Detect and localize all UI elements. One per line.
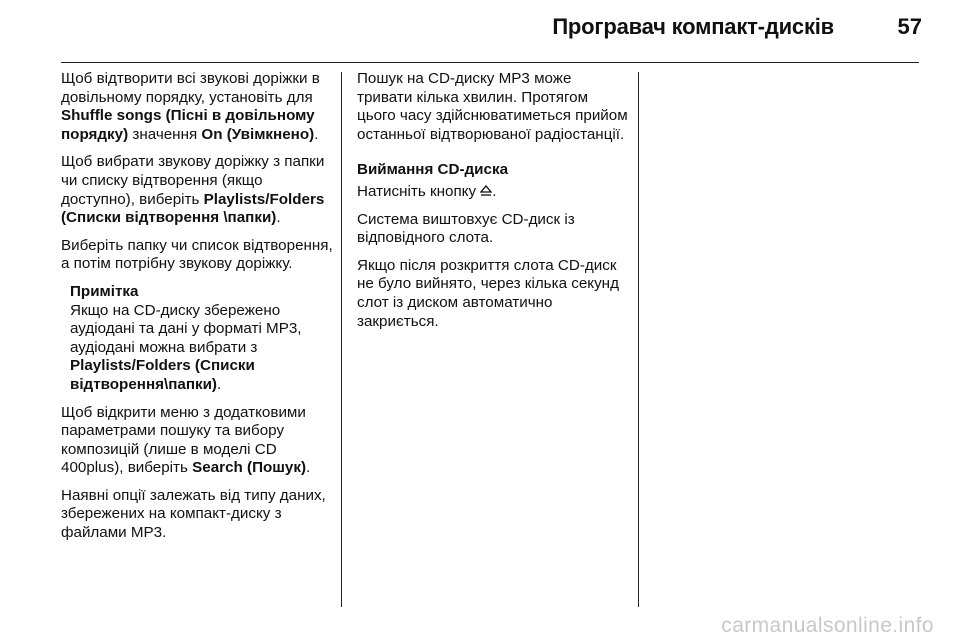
paragraph-select-folder: Виберіть папку чи список відтворення, а потім потрібну звукову доріжку. bbox=[61, 236, 333, 273]
column-divider bbox=[341, 72, 342, 607]
middle-column bbox=[357, 70, 629, 340]
paragraph-press-eject bbox=[357, 183, 629, 202]
header-divider bbox=[61, 62, 919, 63]
text: Щоб відкрити меню з додатковими параметрами пошуку та вибору композицій (лише в моделі CD 400plus), виберіть bbox=[61, 403, 306, 477]
note-box bbox=[70, 283, 333, 395]
text: . bbox=[217, 375, 222, 393]
text: значення bbox=[128, 125, 202, 143]
page-number: 57 bbox=[897, 14, 922, 39]
menu-value-on: On (Увімкнено) bbox=[201, 125, 315, 143]
text: . bbox=[314, 125, 319, 143]
text: . bbox=[276, 209, 281, 227]
paragraph-options: Наявні опції залежать від типу даних, збережених на компакт-диску з файлами MP3. bbox=[61, 486, 326, 542]
paragraph-search bbox=[61, 404, 333, 478]
page-title: Програвач компакт-дисків bbox=[552, 14, 834, 39]
text: Якщо на CD-диску збережено аудіодані та дані у форматі MP3, аудіодані можна вибрати з bbox=[70, 301, 302, 356]
text: . bbox=[492, 182, 497, 200]
text: . bbox=[306, 459, 311, 477]
note-title: Примітка bbox=[70, 282, 139, 300]
text: Щоб вибрати звукову доріжку з папки чи списку відтворення (якщо доступно), виберіть bbox=[61, 153, 325, 208]
menu-label-search: Search (Пошук) bbox=[192, 459, 307, 477]
paragraph-eject-system: Система виштовхує CD-диск із відповідного слота. bbox=[357, 210, 575, 247]
menu-label-shuffle: Shuffle songs (Пісні в довільному порядку) bbox=[61, 107, 315, 143]
paragraph-shuffle bbox=[61, 70, 333, 144]
section-heading: Виймання CD-диска bbox=[357, 161, 509, 179]
menu-label-playlists: Playlists/Folders (Списки відтворення\папки) bbox=[70, 357, 255, 393]
text: Натисніть кнопку bbox=[357, 182, 481, 200]
column-divider bbox=[638, 72, 639, 607]
paragraph-auto-close: Якщо після розкриття слота CD-диск не було вийнято, через кілька секунд слот із диском автоматично закриється. bbox=[357, 256, 619, 330]
left-column bbox=[61, 70, 333, 552]
note-body bbox=[70, 302, 333, 395]
text: Щоб відтворити всі звукові доріжки в довільному порядку, установіть для bbox=[61, 70, 320, 106]
eject-icon bbox=[480, 185, 492, 197]
paragraph-playlists bbox=[61, 153, 333, 227]
menu-label-playlists: Playlists/Folders (Списки відтворення \папки) bbox=[61, 190, 325, 227]
watermark: carmanualsonline.info bbox=[721, 614, 934, 637]
paragraph-mp3-search: Пошук на CD-диску MP3 може тривати кілька хвилин. Протягом цього часу здійснюватиметься прийом останньої відтворюваної радіостанції. bbox=[357, 70, 628, 143]
